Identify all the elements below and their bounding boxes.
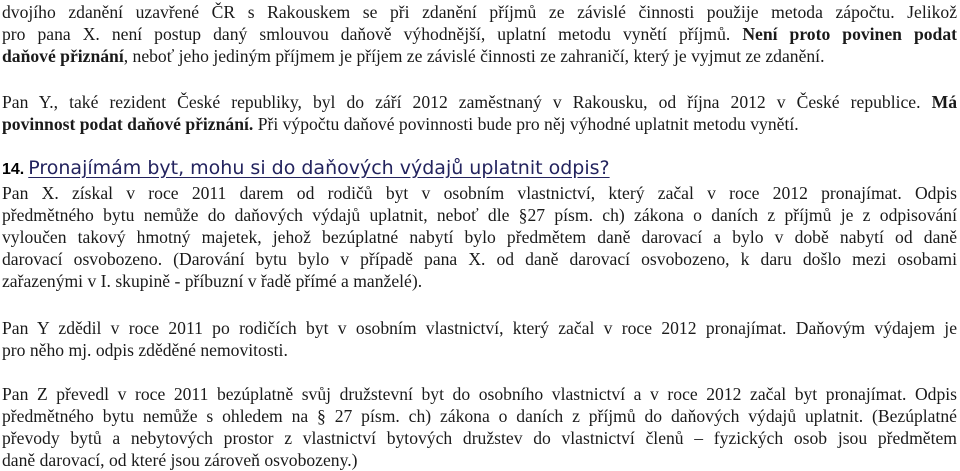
text-run: převody bytů a nebytových prostor z vlastnictví bytových družstev do vlastnictví členů – fyzických osob jsou předmětem (2, 428, 957, 448)
text-line (2, 248, 957, 270)
text-line (2, 270, 422, 292)
text-line (2, 91, 957, 113)
text-run: daně darovací, od které jsou zároveň osvobozeny.) (2, 450, 358, 470)
text-line (2, 449, 357, 471)
text-line (2, 204, 957, 226)
text-run: , také rezident České republiky, byl do září 2012 zaměstnaný v Rakousku, od října 2012 v České republice. (53, 92, 921, 112)
text-line (2, 226, 957, 248)
text-line (2, 427, 957, 449)
question-heading (2, 157, 610, 181)
text-line (2, 23, 957, 45)
text-run: pro něho mj. odpis zděděné nemovitosti. (2, 340, 288, 360)
text-run: pro pana X. není postup daný smlouvou daňově výhodnější, uplatní metodu vynětí příjmů. (2, 24, 731, 44)
question-number: 14. (2, 161, 25, 178)
text-line (2, 317, 957, 339)
text-run: vyloučen takový hmotný majetek, jehož bezúplatné nabytí bylo předmětem daně darovací a bylo v době nabytí od daně (2, 227, 957, 247)
text-line (2, 45, 824, 67)
bold-text: Není proto povinen podat (742, 24, 957, 44)
text-run: předmětného bytu nemůže s ohledem na § 27 písm. ch) zákona o daních z příjmů do daňových výdajů uplatnit. (Bezúplatné (2, 406, 957, 426)
text-run: Při výpočtu daňové povinnosti bude pro něj výhodné uplatnit metodu vynětí. (257, 114, 799, 134)
bold-text: daňové přiznání (2, 46, 124, 66)
text-run: Pan Z převedl v roce 2011 bezúplatně svůj družstevní byt do osobního vlastnictví a v roce 2012 začal byt pronajímat. Odpis (2, 384, 957, 404)
text-run: , neboť jeho jediným příjmem je příjem ze závislé činnosti ze zahraničí, který je vyjmut ze zdanění. (123, 46, 825, 66)
text-line (2, 339, 288, 361)
text-run: předmětného bytu nemůže do daňových výdajů uplatnit, neboť dle §27 písm. ch) zákona o daních z příjmů je z odpisování (2, 205, 957, 225)
question-title-link[interactable]: Pronajímám byt, mohu si do daňových výdajů uplatnit odpis? (28, 157, 610, 179)
text-run: zařazenými v I. skupině - příbuzní v řadě přímé a manželé). (2, 271, 423, 291)
text-line (2, 383, 957, 405)
text-run: darovací osvobozeno. (Darování bytu bylo v případě pana X. od daně darovací osvobozeno, k daru došlo mezi osobami (2, 249, 957, 269)
text-run: Pan X. získal v roce 2011 darem od rodičů byt v osobním vlastnictví, který začal v roce 2012 pronajímat. Odpis (2, 183, 957, 203)
text-line (2, 182, 957, 204)
text-run: dvojího zdanění uzavřené ČR s Rakouskem se při zdanění příjmů ze závislé činnosti použije metoda zápočtu. Jelikož (2, 2, 957, 22)
text-line (2, 1, 957, 23)
bold-text: Má (931, 92, 957, 112)
text-line (2, 113, 799, 135)
text-run: Pan Y zdědil v roce 2011 po rodičích byt v osobním vlastnictví, který začal v roce 2012 pronajímat. Daňovým výdajem je (2, 318, 957, 338)
text-line (2, 405, 957, 427)
bold-text: povinnost podat daňové přiznání. (2, 114, 254, 134)
text-run: Pan Y. (2, 92, 54, 112)
